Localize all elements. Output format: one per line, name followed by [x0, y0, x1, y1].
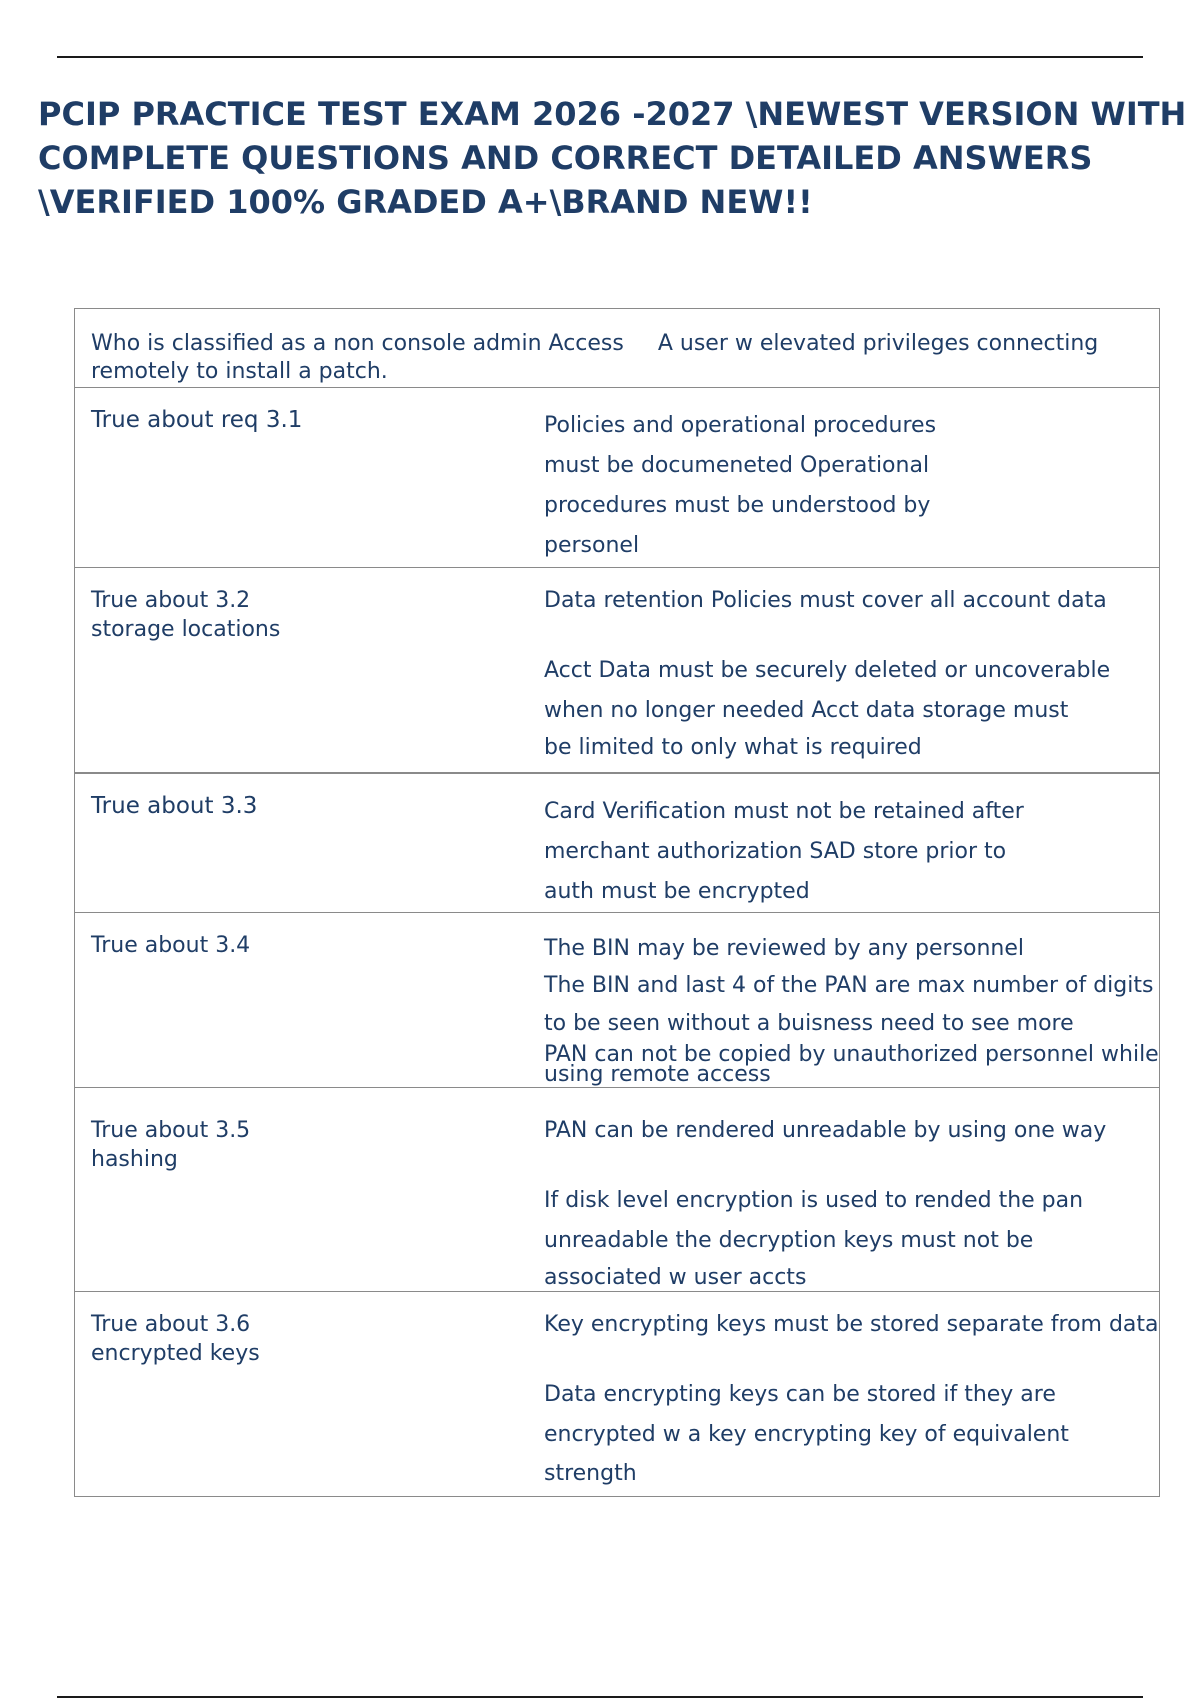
- question-line: storage locations: [91, 617, 281, 642]
- question-line: encrypted keys: [91, 1341, 260, 1366]
- table-row: [75, 387, 1159, 567]
- answer-line: PAN can be rendered unreadable by using one way: [544, 1118, 1107, 1143]
- answer-line: unreadable the decryption keys must not be: [544, 1228, 1034, 1253]
- question-line: True about req 3.1: [91, 407, 303, 433]
- question-line: True about 3.3: [91, 793, 258, 819]
- table-row: [75, 772, 1159, 912]
- answer-line: Acct Data must be securely deleted or uncoverable: [544, 658, 1111, 683]
- answer-text: [544, 406, 1155, 566]
- table-row: [75, 1087, 1159, 1291]
- table-row: [75, 309, 1159, 387]
- question-text: [91, 406, 302, 435]
- question-line: hashing: [91, 1147, 178, 1172]
- question-line: True about 3.4: [91, 933, 251, 958]
- answer-line: associated w user accts: [544, 1265, 807, 1290]
- title-line: \VERIFIED 100% GRADED A+\BRAND NEW!!: [38, 183, 813, 221]
- header-rule: [57, 56, 1143, 58]
- answer-line: PAN can not be copied by unauthorized personnel while: [544, 1042, 1159, 1067]
- answer-line: when no longer needed Acct data storage must: [544, 698, 1069, 723]
- answer-line: procedures must be understood by: [544, 493, 931, 518]
- question-text: [91, 1116, 250, 1174]
- document-title: [38, 92, 1187, 224]
- question-text: [91, 931, 250, 960]
- answer-text: remotely to install a patch.: [91, 359, 388, 384]
- answer-line: Data encrypting keys can be stored if they are: [544, 1382, 1056, 1407]
- answer-line: Key encrypting keys must be stored separate from data: [544, 1312, 1159, 1337]
- question-line: True about 3.2: [91, 588, 251, 613]
- title-line: COMPLETE QUESTIONS AND CORRECT DETAILED ANSWERS: [38, 139, 1093, 177]
- answer-line: Card Verification must not be retained after: [544, 799, 1024, 824]
- table-row: [75, 1291, 1159, 1496]
- answer-text: [544, 792, 1155, 912]
- answer-line: encrypted w a key encrypting key of equivalent: [544, 1422, 1069, 1447]
- answer-line: merchant authorization SAD store prior to: [544, 839, 1007, 864]
- answer-text: A user w elevated privileges connecting: [657, 331, 1099, 356]
- title-line: PCIP PRACTICE TEST EXAM 2026 -2027 \NEWEST VERSION WITH: [38, 95, 1187, 133]
- answer-text: [544, 1310, 1159, 1493]
- table-row: [75, 912, 1159, 1087]
- answer-line: must be documeneted Operational: [544, 453, 930, 478]
- qa-table: [74, 308, 1160, 1497]
- answer-text: [544, 586, 1155, 765]
- question-line: True about 3.6: [91, 1312, 251, 1337]
- answer-line: using remote access: [544, 1062, 771, 1087]
- question-text: Who is classified as a non console admin Access: [91, 331, 624, 356]
- answer-line: auth must be encrypted: [544, 879, 810, 904]
- answer-text: [544, 1116, 1155, 1295]
- question-text: [91, 1310, 260, 1368]
- answer-line: to be seen without a buisness need to see more: [544, 1011, 1074, 1036]
- answer-line: The BIN and last 4 of the PAN are max number of digits: [544, 973, 1154, 998]
- answer-line: Data retention Policies must cover all account data: [544, 588, 1107, 613]
- question-text: [91, 792, 257, 821]
- answer-line: If disk level encryption is used to rended the pan: [544, 1188, 1084, 1213]
- table-row: [75, 567, 1159, 772]
- answer-line: be limited to only what is required: [544, 735, 922, 760]
- question-line: True about 3.5: [91, 1118, 251, 1143]
- question-text: [91, 586, 280, 644]
- answer-line: strength: [544, 1461, 637, 1486]
- answer-line: personel: [544, 533, 640, 558]
- footer-rule: [57, 1696, 1143, 1698]
- answer-line: The BIN may be reviewed by any personnel: [544, 936, 1025, 961]
- answer-text: [544, 931, 1159, 1087]
- answer-line: Policies and operational procedures: [544, 413, 937, 438]
